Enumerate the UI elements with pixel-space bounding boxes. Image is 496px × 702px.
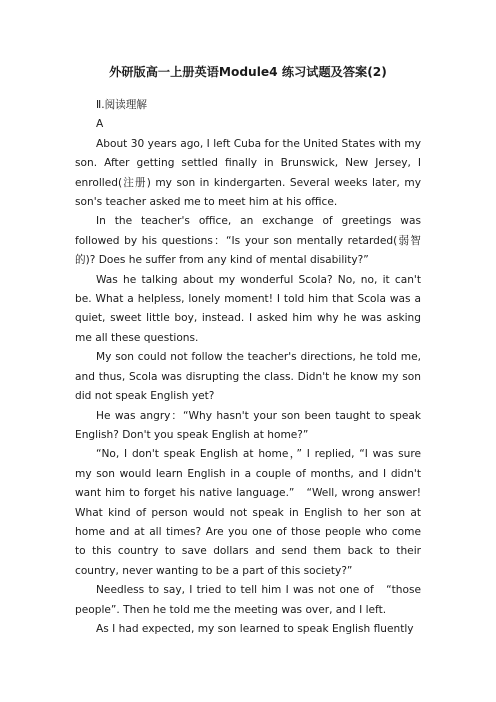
passage-label: A — [96, 118, 104, 131]
paragraph: “No, I don't speak English at home，” I replied, “I was sure my son would learn English in a couple of months, and I didn't want him to forget his native language.” “Well, wrong answer! What kind of person would not speak in English to her son at home and at all times? Are you one of those people who come to this country to save dollars and send them back to their country, never wanting to be a part of this society?” — [75, 448, 421, 577]
paragraph: He was angry：“Why hasn't your son been taught to speak English? Don't you speak English at home?” — [75, 409, 421, 441]
document-title: 外研版高一上册英语Module4 练习试题及答案(2) — [109, 65, 387, 79]
paragraph: About 30 years ago, I left Cuba for the United States with my son. After getting settled finally in Brunswick, New Jersey, I enrolled(注册) my son in kindergarten. Several weeks later, my son's teacher asked me to meet him at his office. — [75, 137, 421, 209]
paragraph: My son could not follow the teacher's directions, he told me, and thus, Scola was disrupting the class. Didn't he know my son did not speak English yet? — [75, 351, 421, 403]
section-heading: Ⅱ.阅读理解 — [96, 99, 147, 111]
paragraph: In the teacher's office, an exchange of greetings was followed by his questions：“Is your son mentally retarded(弱智的)? Does he suffer from any kind of mental disability?” — [75, 215, 421, 267]
paragraph: As I had expected, my son learned to speak English fluently — [96, 622, 414, 635]
paragraph: Needless to say, I tried to tell him I was not one of “those people”. Then he told me the meeting was over, and I left. — [75, 584, 421, 616]
paragraph: Was he talking about my wonderful Scola? No, no, it can't be. What a helpless, lonely moment! I told him that Scola was a quiet, sweet little boy, instead. I asked him why he was asking me all these questions. — [75, 273, 421, 344]
